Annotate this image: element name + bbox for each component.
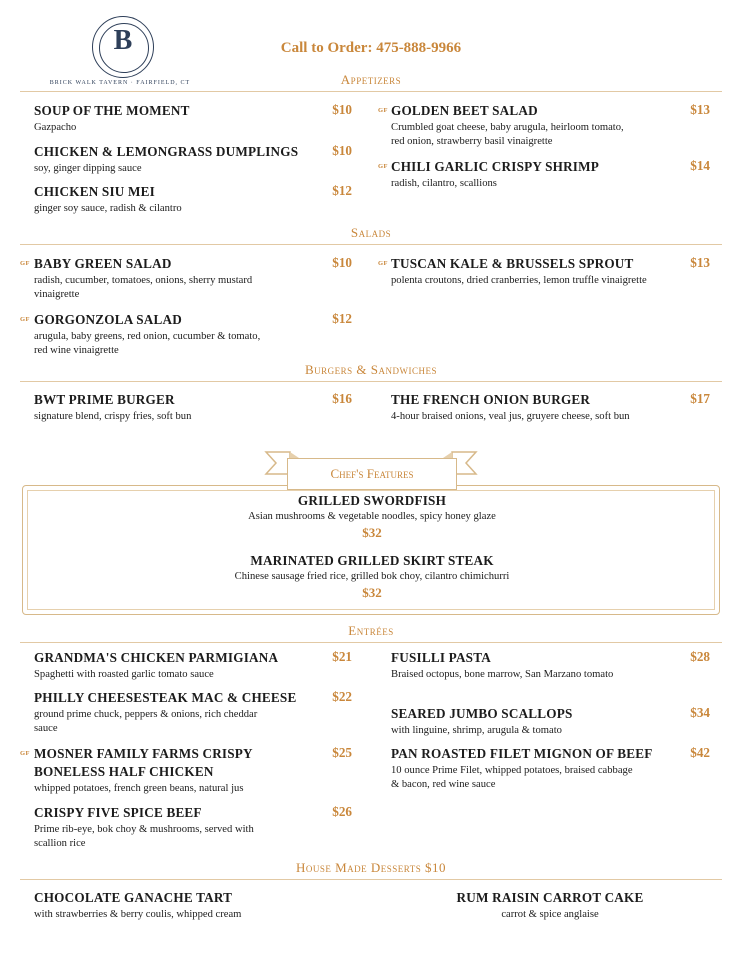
item-desc: carrot & spice anglaise bbox=[501, 909, 599, 920]
item-name: GORGONZOLA SALAD bbox=[34, 312, 182, 327]
divider bbox=[20, 381, 722, 382]
item-desc: arugula, baby greens, red onion, cucumber & tomato, red wine vinaigrette bbox=[34, 331, 261, 356]
menu-item bbox=[34, 255, 274, 302]
item-price: $13 bbox=[690, 102, 710, 117]
section-chef-features: Chef's Features bbox=[287, 458, 457, 490]
item-price: $12 bbox=[332, 311, 352, 326]
item-price: $21 bbox=[332, 649, 352, 664]
section-salads: Salads bbox=[350, 225, 392, 240]
gluten-free-tag: GF bbox=[378, 163, 389, 170]
logo-letter: B bbox=[113, 25, 133, 56]
item-desc: Prime rib-eye, bok choy & mushrooms, served with scallion rice bbox=[34, 824, 254, 849]
item-desc: ground prime chuck, peppers & onions, rich cheddar sauce bbox=[34, 709, 258, 734]
item-name: BWT PRIME BURGER bbox=[34, 392, 175, 407]
menu-item bbox=[34, 311, 264, 358]
section-burgers: Burgers & Sandwiches bbox=[304, 362, 438, 377]
item-desc: with strawberries & berry coulis, whipped cream bbox=[34, 909, 242, 920]
item-name: CHICKEN & LEMONGRASS DUMPLINGS bbox=[34, 144, 299, 159]
item-price: $25 bbox=[332, 745, 352, 760]
menu-item bbox=[391, 158, 631, 191]
item-name: TUSCAN KALE & BRUSSELS SPROUT bbox=[391, 256, 634, 271]
item-name: PAN ROASTED FILET MIGNON OF BEEF bbox=[391, 746, 653, 761]
item-desc: polenta croutons, dried cranberries, lemon truffle vinaigrette bbox=[391, 275, 647, 286]
divider bbox=[20, 244, 722, 245]
item-price: $32 bbox=[362, 585, 382, 600]
item-price: $32 bbox=[362, 525, 382, 540]
item-name: RUM RAISIN CARROT CAKE bbox=[456, 890, 644, 905]
menu-item bbox=[420, 889, 680, 922]
menu-item bbox=[391, 391, 656, 424]
item-desc: Braised octopus, bone marrow, San Marzano tomato bbox=[391, 669, 614, 680]
item-price: $10 bbox=[332, 143, 352, 158]
call-to-order: Call to Order: 475-888-9966 bbox=[280, 40, 462, 56]
item-price: $14 bbox=[690, 158, 710, 173]
item-name: GOLDEN BEET SALAD bbox=[391, 103, 538, 118]
item-desc: with linguine, shrimp, arugula & tomato bbox=[391, 725, 562, 736]
item-desc: ginger soy sauce, radish & cilantro bbox=[34, 203, 182, 214]
menu-item bbox=[391, 705, 641, 738]
item-name: SOUP OF THE MOMENT bbox=[34, 103, 190, 118]
item-desc: Asian mushrooms & vegetable noodles, spicy honey glaze bbox=[248, 511, 496, 522]
item-price: $42 bbox=[690, 745, 710, 760]
divider bbox=[20, 642, 722, 643]
item-desc: signature blend, crispy fries, soft bun bbox=[34, 411, 192, 422]
item-price: $13 bbox=[690, 255, 710, 270]
item-name: PHILLY CHEESESTEAK MAC & CHEESE bbox=[34, 690, 297, 705]
item-desc: radish, cilantro, scallions bbox=[391, 178, 497, 189]
item-desc: whipped potatoes, french green beans, natural jus bbox=[34, 783, 244, 794]
menu-item bbox=[391, 102, 631, 149]
item-name: CHOCOLATE GANACHE TART bbox=[34, 890, 233, 905]
item-price: $28 bbox=[690, 649, 710, 664]
item-desc: Chinese sausage fried rice, grilled bok choy, cilantro chimichurri bbox=[234, 571, 510, 582]
menu-item bbox=[391, 649, 621, 682]
item-desc: Crumbled goat cheese, baby arugula, heirloom tomato, red onion, strawberry basil vinaigrette bbox=[391, 122, 624, 147]
item-name: CHICKEN SIU MEI bbox=[34, 184, 155, 199]
item-price: $10 bbox=[332, 102, 352, 117]
menu-item bbox=[391, 745, 676, 792]
menu-item bbox=[34, 689, 297, 736]
item-name: THE FRENCH ONION BURGER bbox=[391, 392, 591, 407]
item-name: CRISPY FIVE SPICE BEEF bbox=[34, 805, 202, 820]
item-price: $26 bbox=[332, 804, 352, 819]
item-name: MOSNER FAMILY FARMS CRISPY BONELESS HALF CHICKEN bbox=[34, 746, 253, 779]
section-desserts: House Made Desserts $10 bbox=[295, 860, 447, 875]
item-desc: Spaghetti with roasted garlic tomato sauce bbox=[34, 669, 214, 680]
item-name: MARINATED GRILLED SKIRT STEAK bbox=[250, 553, 494, 568]
item-desc: radish, cucumber, tomatoes, onions, sherry mustard vinaigrette bbox=[34, 275, 253, 300]
item-desc: 10 ounce Prime Filet, whipped potatoes, braised cabbage & bacon, red wine sauce bbox=[391, 765, 633, 790]
item-desc: soy, ginger dipping sauce bbox=[34, 163, 142, 174]
menu-item bbox=[34, 804, 274, 851]
menu-item bbox=[391, 255, 651, 288]
item-price: $16 bbox=[332, 391, 352, 406]
divider bbox=[20, 91, 722, 92]
logo-text: BRICK WALK TAVERN · FAIRFIELD, CT bbox=[49, 80, 191, 86]
gluten-free-tag: GF bbox=[378, 107, 389, 114]
feature-item bbox=[22, 493, 722, 541]
gluten-free-tag: GF bbox=[20, 316, 31, 323]
item-name: GRILLED SWORDFISH bbox=[297, 493, 447, 508]
item-name: SEARED JUMBO SCALLOPS bbox=[391, 706, 573, 721]
item-name: FUSILLI PASTA bbox=[391, 650, 491, 665]
item-price: $22 bbox=[332, 689, 352, 704]
item-desc: Gazpacho bbox=[34, 122, 77, 133]
item-name: CHILI GARLIC CRISPY SHRIMP bbox=[391, 159, 600, 174]
divider bbox=[20, 879, 722, 880]
section-entrees: Entrées bbox=[348, 623, 394, 638]
item-desc: 4-hour braised onions, veal jus, gruyere cheese, soft bun bbox=[391, 411, 630, 422]
feature-item bbox=[22, 553, 722, 601]
section-appetizers: Appetizers bbox=[340, 72, 402, 87]
item-price: $17 bbox=[690, 391, 710, 406]
menu-item bbox=[34, 745, 284, 796]
gluten-free-tag: GF bbox=[378, 260, 389, 267]
item-name: BABY GREEN SALAD bbox=[34, 256, 172, 271]
gluten-free-tag: GF bbox=[20, 260, 31, 267]
gluten-free-tag: GF bbox=[20, 750, 31, 757]
item-name: GRANDMA'S CHICKEN PARMIGIANA bbox=[34, 650, 279, 665]
item-price: $10 bbox=[332, 255, 352, 270]
menu-item bbox=[34, 889, 354, 922]
item-price: $12 bbox=[332, 183, 352, 198]
item-price: $34 bbox=[690, 705, 710, 720]
